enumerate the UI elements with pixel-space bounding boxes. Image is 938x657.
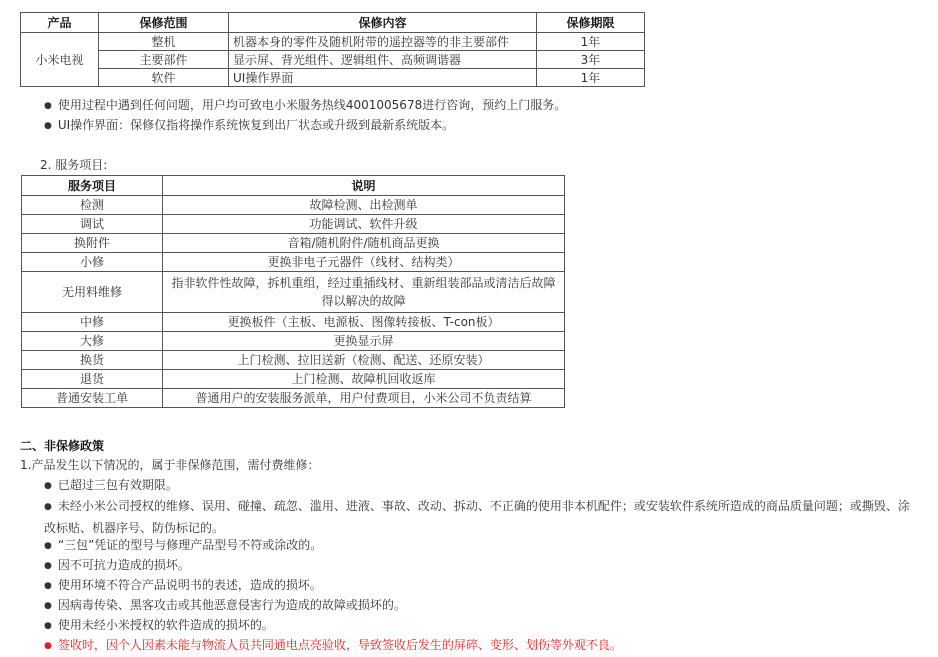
service-desc: 更换显示屏 [163,332,565,351]
service-table [21,175,565,408]
content-cell: UI操作界面 [229,69,537,87]
header-period: 保修期限 [537,13,645,33]
scope-cell: 软件 [99,69,229,87]
header-content: 保修内容 [229,13,537,33]
service-desc: 音箱/随机附件/随机商品更换 [163,234,565,253]
period-cell: 1年 [537,69,645,87]
service-item: 调试 [22,215,163,234]
warranty-table [20,12,645,87]
table-row [22,272,565,313]
service-desc: 上门检测、拉旧送新（检测、配送、还原安装） [163,351,565,370]
bullet-item: ● 因不可抗力造成的损坏。 [44,556,190,576]
service-desc: 更换非电子元器件（线材、结构类） [163,253,565,272]
header-scope: 保修范围 [99,13,229,33]
service-item: 无用料维修 [22,272,163,313]
table-row [22,389,565,408]
service-item: 大修 [22,332,163,351]
table-row [22,370,565,389]
table-row [21,33,645,51]
service-heading: 2. 服务项目: [40,158,108,172]
scope-cell: 整机 [99,33,229,51]
service-item: 中修 [22,313,163,332]
service-desc [163,272,565,313]
table-row [22,234,565,253]
service-desc: 上门检测、故障机回收返库 [163,370,565,389]
service-item: 退货 [22,370,163,389]
bullet-item-warning: ● 签收时，因个人因素未能与物流人员共同通电点亮验收，导致签收后发生的屏碎、变形、划伤等外观不良。 [44,636,622,656]
period-cell: 3年 [537,51,645,69]
note-hotline: ● 使用过程中遇到任何问题，用户均可致电小米服务热线4001005678进行咨询，预约上门服务。 [44,96,566,116]
table-row [21,51,645,69]
content-cell: 显示屏、背光组件、逻辑组件、高频调谐器 [229,51,537,69]
bullet-item: ● 因病毒传染、黑客攻击或其他恶意侵害行为造成的故障或损坏的。 [44,596,406,616]
table-row [22,351,565,370]
header-service-desc: 说明 [163,176,565,196]
service-item: 小修 [22,253,163,272]
service-desc-text: 指非软件性故障，拆机重组，经过重插线材、重新组装部品或清洁后故障得以解决的故障 [171,276,556,308]
table-row [22,332,565,351]
bullet-item: ● “三包”凭证的型号与修理产品型号不符或涂改的。 [44,536,322,556]
service-desc: 更换板件（主板、电源板、图像转接板、T-con板） [163,313,565,332]
scope-cell: 主要部件 [99,51,229,69]
table-row [21,69,645,87]
service-item: 换货 [22,351,163,370]
section-intro: 1.产品发生以下情况的，属于非保修范围，需付费维修： [20,458,320,472]
bullet-item: ● 使用环境不符合产品说明书的表述，造成的损坏。 [44,576,322,596]
table-row [22,253,565,272]
bullet-item: ● 未经小米公司授权的维修、误用、碰撞、疏忽、滥用、进液、事故、改动、拆动、不正确的使用非本机配件；或安装软件系统所造成的商品质量问题；或撕毁、涂改标贴、机器序号、防伪标记的。 [44,496,916,538]
note-ui: ● UI操作界面：保修仅指将操作系统恢复到出厂状态或升级到最新系统版本。 [44,116,454,136]
table-row [22,313,565,332]
table-row [22,196,565,215]
table-row [22,215,565,234]
section-title: 二、非保修政策 [20,439,105,453]
header-product: 产品 [21,13,99,33]
service-item: 检测 [22,196,163,215]
service-desc: 普通用户的安装服务派单，用户付费项目，小米公司不负责结算 [163,389,565,408]
bullet-item: ● 使用未经小米授权的软件造成的损坏的。 [44,616,274,636]
service-item: 普通安装工单 [22,389,163,408]
warranty-header-row [21,13,645,33]
service-header-row [22,176,565,196]
product-cell: 小米电视 [21,33,99,87]
header-service-item: 服务项目 [22,176,163,196]
period-cell: 1年 [537,33,645,51]
content-cell: 机器本身的零件及随机附带的遥控器等的非主要部件 [229,33,537,51]
service-desc: 功能调试、软件升级 [163,215,565,234]
service-item: 换附件 [22,234,163,253]
service-desc: 故障检测、出检测单 [163,196,565,215]
bullet-item: ● 已超过三包有效期限。 [44,476,178,496]
